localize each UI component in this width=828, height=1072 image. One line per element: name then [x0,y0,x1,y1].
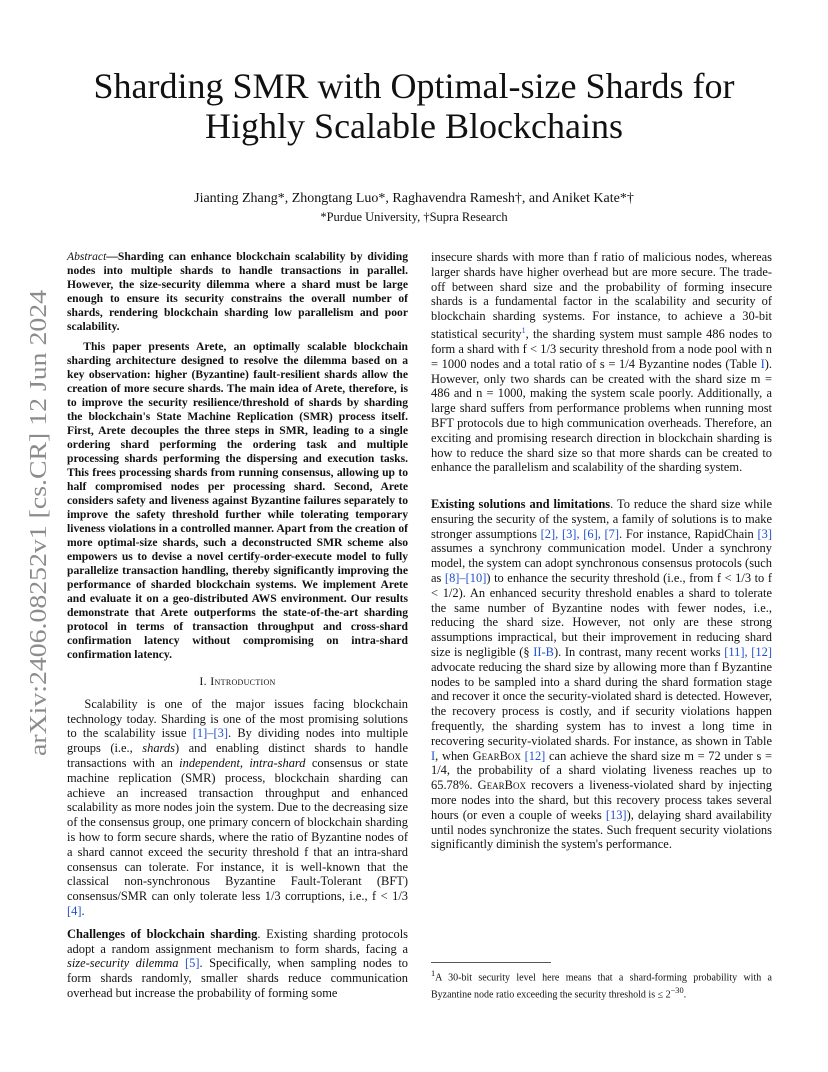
abstract [67,250,408,662]
right-column [431,250,772,852]
citation-link[interactable]: [5] [185,956,200,971]
citation-link[interactable]: [11], [12] [724,645,772,660]
abstract-paragraph-2: This paper presents Arete, an optimally scalable blockchain sharding architecture designed to resolve the dilemma based on a key observation: higher (Byzantine) fault-resilient shards allow the creation of more secure shards. The main idea of Arete, therefore, is to improve the security resilience/threshold of shards by sharding the blockchain's State Machine Replication (SMR) process itself. First, Arete decouples the three steps in SMR, leading to a single ordering shard performing the ordering task and multiple processing shards performing the dispersing and execution tasks. This frees processing shards from running consensus, allowing up to half compromised nodes per processing shard. Second, Arete considers safety and liveness against Byzantine failures separately to improve the safety threshold further while tolerating temporary liveness violations in a controlled manner. Apart from the creation of more optimal-size shards, such a deconstructed SMR scheme also empowers us to devise a novel certify-order-execute model to fully parallelize transaction handling, thereby significantly improving the performance of sharded blockchain systems. We implement Arete and evaluate it on a geo-distributed AWS environment. Our results demonstrate that Arete outperforms the state-of-the-art sharding protocol in terms of transaction throughput and cross-shard confirmation latency without compromising on intra-shard confirmation latency. [67,340,408,661]
author-list: Jianting Zhang*, Zhongtang Luo*, Raghavendra Ramesh†, and Aniket Kate*† [194,191,634,206]
arxiv-id-text: arXiv:2406.08252v1 [cs.CR] 12 Jun 2024 [26,353,52,756]
section-heading-introduction: I. Introduction [199,674,276,688]
citation-link[interactable]: [4] [67,903,82,918]
abstract-label: Abstract [67,250,107,263]
citation-link[interactable]: [2], [3], [6], [7] [540,526,620,541]
abstract-text-1: —Sharding can enhance blockchain scalability by dividing nodes into multiple shards to handle transactions in parallel. However, the size-security dilemma where a shard must be large enough to ensure its security constrains the overall number of shards, rendering blockchain sharding low parallelism and poor scalability. [67,250,408,333]
footnote-divider [431,962,551,963]
intro-paragraph-1: Scalability is one of the major issues facing blockchain technology today. Sharding is one of the most promising solutions to the scalability issue [1]–[3]. By dividing nodes into multiple groups (i.e., shards) and enabling distinct shards to handle transactions with an independent, intra-shard consensus or state machine replication (SMR) process, blockchain sharding can achieve an increased transaction throughput and enhanced scalability as more nodes join the system. Due to the decreasing size of the consensus group, one primary concern of blockchain sharding is how to form secure shards, where the ratio of Byzantine nodes of a shard cannot exceed the security threshold f that an intra-shard consensus can tolerate. For instance, it is well-known that the classical non-synchronous Byzantine Fault-Tolerant (BFT) consensus/SMR can only tolerate less 1/3 corruptions, i.e., f < 1/3 [4]. [67,696,408,918]
citation-link[interactable]: [12] [524,748,546,763]
section-reference-link[interactable]: II-B [533,645,554,660]
paper-title: Sharding SMR with Optimal-size Shards for Highly Scalable Blockchains [93,66,735,146]
runin-heading-limitations: Existing solutions and limitations [431,497,611,512]
citation-link[interactable]: [13] [605,807,627,822]
left-column [67,250,408,1001]
affiliations: *Purdue University, †Supra Research [320,210,508,224]
runin-heading-challenges: Challenges of blockchain sharding [67,926,258,941]
table-reference-link[interactable]: I [760,356,765,371]
arxiv-identifier-stamp [8,288,60,758]
table-reference-link[interactable]: I [431,748,436,763]
abstract-paragraph-1 [67,250,408,334]
citation-link[interactable]: [1]–[3] [192,726,228,741]
citation-link[interactable]: [8]–[10] [444,571,487,586]
challenges-paragraph: Challenges of blockchain sharding. Existing sharding protocols adopt a random assignment mechanism to form shards, facing a size-security dilemma [5]. Specifically, when sampling nodes to form shards randomly, smaller shards reduce communication overhead but increase the probability of forming some [67,926,409,1000]
citation-link[interactable]: [3] [757,526,772,541]
limitations-paragraph: Existing solutions and limitations. To reduce the shard size while ensuring the security of the system, a family of solutions is to make stronger assumptions [2], [3], [6], [7]. For instance, RapidChain [3] assumes a synchrony communication model. Under a synchrony model, the system can adopt synchronous consensus protocols (such as [8]–[10]) to enhance the security threshold (i.e., from f < 1/3 to f < 1/2). An enhanced security threshold enables a shard to tolerate the same number of Byzantine nodes with fewer nodes, i.e., reducing the shard size. However, not only are these strong assumptions impractical, but their improvement in reducing shard size is negligible (§ II-B). In contrast, many recent works [11], [12] advocate reducing the shard size by allowing more than f Byzantine nodes to be sampled into a shard during the shard formation stage and recover it once the security-violated shard is detected. However, the recovery process is costly, and if security violations happen frequently, the sharding system has to invest a long time in recovering security-violated shards. For instance, as shown in Table I, when GearBox [12] can achieve the shard size m = 72 under s = 1/4, the probability of a shard violating liveness reaches up to 65.78%. GearBox recovers a liveness-violated shard by injecting more nodes into the shard, but this recovery process takes several hours (or even a couple of weeks [13]), delaying shard availability until nodes synchronize the states. Such frequent security violations significantly diminish the system's performance. [431,497,773,852]
footnote: $^1$A 30-bit security level here means that a shard-forming probability with a Byzantine node ratio exceeding the security threshold is ≤ $2^{-30}$. [431,969,772,1001]
footnote-mark: 1 [431,969,436,978]
footnote-link[interactable]: 1 [521,325,526,335]
challenges-paragraph-continued: insecure shards with more than f ratio of malicious nodes, whereas larger shards have higher overhead but are more secure. The trade-off between shard size and the probability of forming insecure shards is a fundamental factor in the scalability and security of blockchain sharding systems. For instance, to achieve a 30-bit statistical security$^1$, the sharding system must sample 486 nodes to form a shard with f < 1/3 security threshold from a node pool with n = 1000 nodes and a total ratio of s = 1/4 Byzantine nodes (Table I). However, only two shards can be created with the shard size m = 486 and n = 1000, making the system scale poorly. Additionally, a large shard suffers from performance problems when running most BFT protocols due to high communication overheads. Therefore, an exciting and promising research direction in blockchain sharding is how to reduce the shard size so that more shards can be created to enhance the parallelism and scalability of the sharding system. [431,250,772,475]
